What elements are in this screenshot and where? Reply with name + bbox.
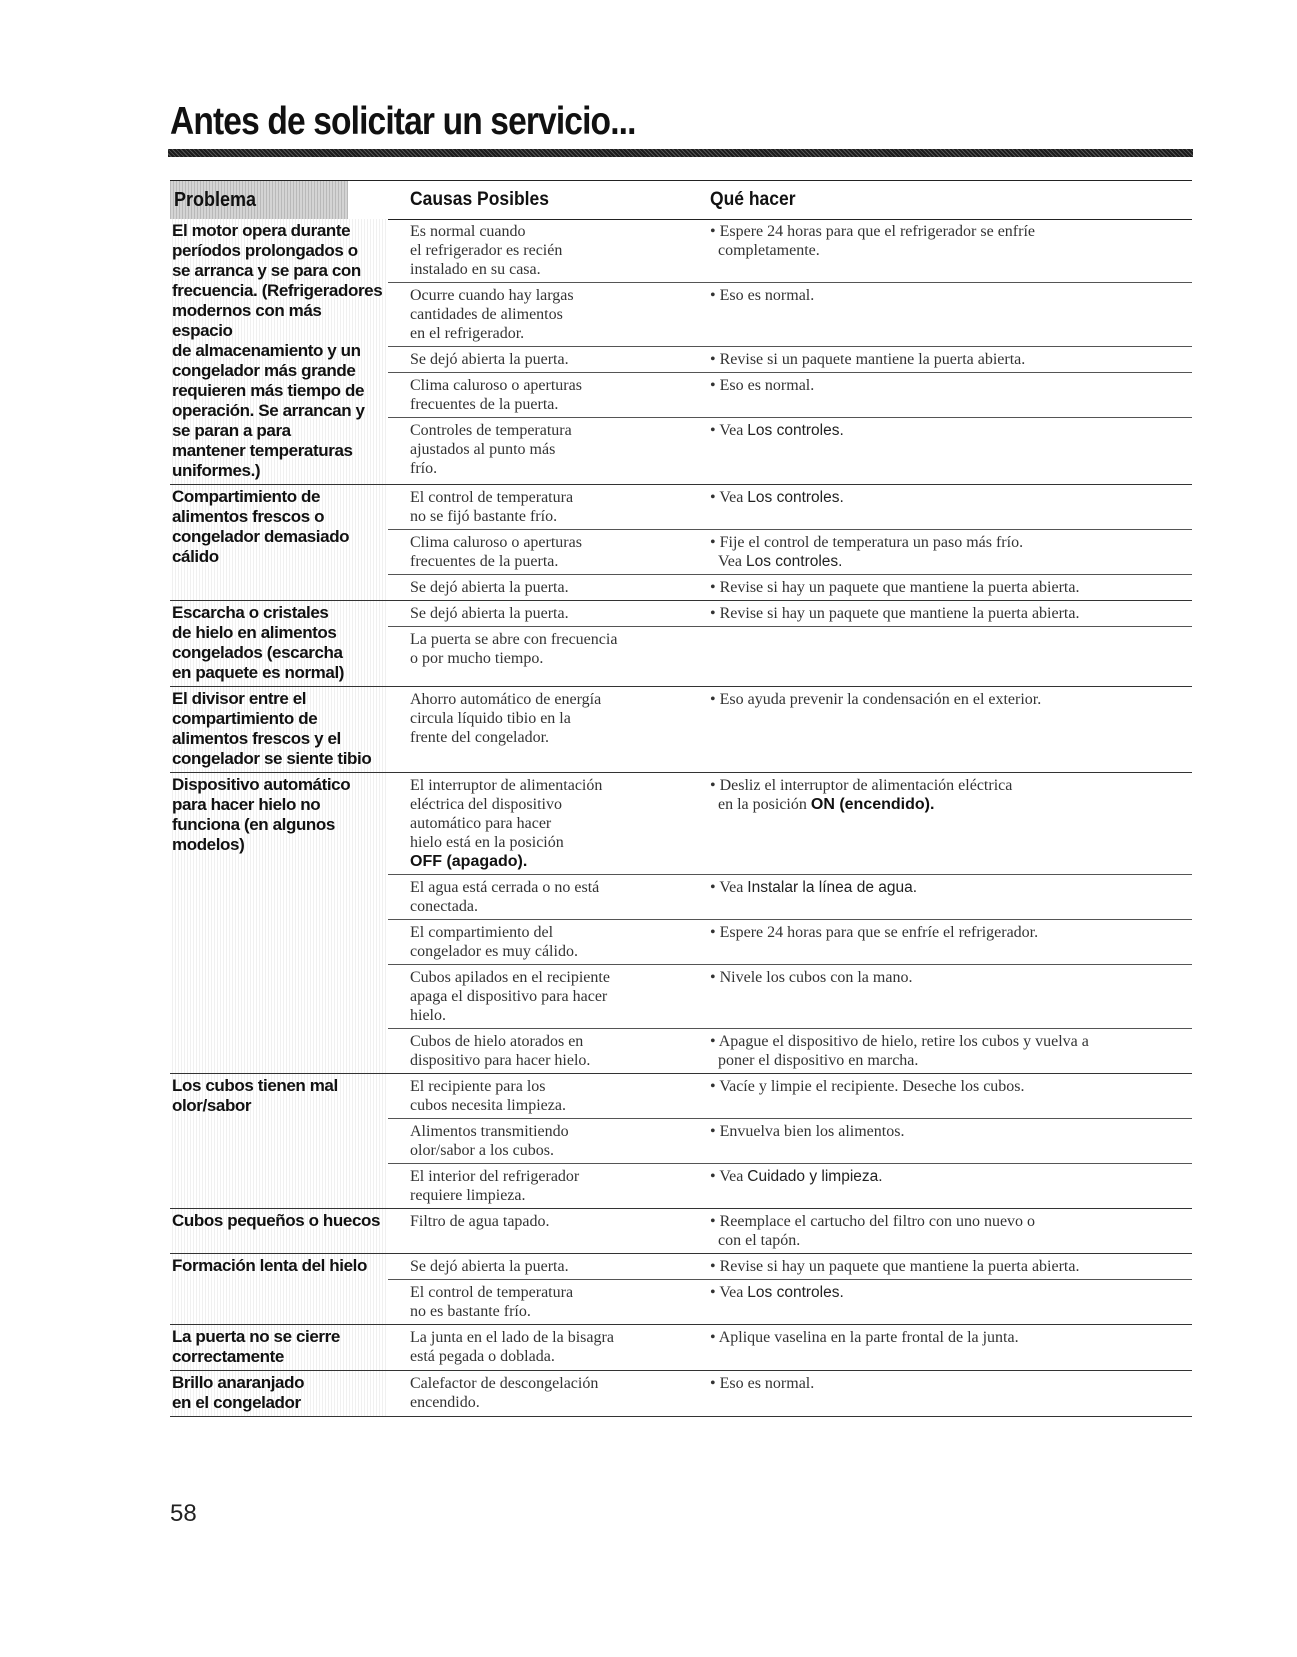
action-cell [688, 530, 1192, 574]
problem-line: El motor opera durante [172, 221, 351, 240]
cause-line: olor/sabor a los cubos. [410, 1142, 554, 1159]
cause-line: circula líquido tibio en la [410, 710, 571, 727]
cause-line: El recipiente para los [410, 1078, 546, 1095]
cause-line: Clima caluroso o aperturas [410, 377, 582, 394]
problem-line: se arranca y se para con [172, 261, 361, 280]
cause-line: Es normal cuando [410, 223, 526, 240]
table-row [170, 773, 1192, 1074]
table-row [170, 485, 1192, 601]
cause-list [388, 485, 1192, 600]
action-cell [688, 373, 1192, 417]
cause-line: el refrigerador es recién [410, 242, 563, 259]
section-reference: Los controles. [747, 422, 844, 439]
cause-line: frente del congelador. [410, 729, 550, 746]
cause-line: conectada. [410, 898, 478, 915]
action-cell [688, 1325, 1192, 1369]
action-cell [688, 1029, 1192, 1073]
cause-cell [388, 965, 688, 1028]
action-line: • Eso es normal. [710, 287, 815, 304]
problem-line: para hacer hielo no [172, 795, 321, 814]
cause-row [388, 1325, 1192, 1369]
problem-line: operación. Se arrancan y [172, 401, 365, 420]
cause-cell [388, 418, 688, 481]
cause-cell [388, 485, 688, 529]
problem-line: Escarcha o cristales [172, 603, 329, 622]
table-header [170, 180, 1192, 220]
action-line: • Nivele los cubos con la mano. [710, 969, 913, 986]
problem-line: en paquete es normal) [172, 663, 345, 682]
problem-line: frecuencia. (Refrigeradores [172, 281, 383, 300]
cause-line: El interruptor de alimentación [410, 777, 603, 794]
action-cell [688, 1280, 1192, 1324]
cause-line: Se dejó abierta la puerta. [410, 351, 569, 368]
cause-list [388, 1254, 1192, 1324]
action-line: • Revise si un paquete mantiene la puerta abierta. [710, 351, 1026, 368]
action-cell [688, 219, 1192, 282]
section-reference: Cuidado y limpieza. [747, 1168, 883, 1185]
action-line: • Revise si hay un paquete que mantiene la puerta abierta. [710, 1258, 1080, 1275]
cause-line: Se dejó abierta la puerta. [410, 605, 569, 622]
cause-list [388, 773, 1192, 1073]
action-prefix: • Vea [710, 879, 748, 896]
action-cell [688, 418, 1192, 481]
table-row [170, 601, 1192, 687]
cause-list [388, 1209, 1192, 1253]
cause-cell [388, 1325, 688, 1369]
cause-line: Ocurre cuando hay largas [410, 287, 574, 304]
action-line [710, 878, 1192, 897]
problem-cell [170, 687, 388, 772]
cause-line: requiere limpieza. [410, 1187, 526, 1204]
cause-line: encendido. [410, 1394, 480, 1411]
problem-line: correctamente [172, 1347, 284, 1366]
problem-line: mantener temperaturas [172, 441, 353, 460]
cause-row [388, 283, 1192, 347]
table-row [170, 1209, 1192, 1254]
action-cell [688, 347, 1192, 372]
cause-row [388, 1164, 1192, 1208]
cause-cell [388, 601, 688, 626]
cause-line: El agua está cerrada o no está [410, 879, 600, 896]
cause-line: cantidades de alimentos [410, 306, 563, 323]
problem-line: congelados (escarcha [172, 643, 343, 662]
cause-row [388, 1029, 1192, 1073]
cause-row [388, 1280, 1192, 1324]
problem-line: en el congelador [172, 1393, 301, 1412]
cause-cell [388, 1029, 688, 1073]
action-line: • Vacíe y limpie el recipiente. Deseche los cubos. [710, 1078, 1025, 1095]
cause-line: Cubos de hielo atorados en [410, 1033, 584, 1050]
table-row [170, 1074, 1192, 1209]
problem-line: requieren más tiempo de [172, 381, 365, 400]
table-row [170, 1325, 1192, 1371]
cause-line: frío. [410, 460, 438, 477]
action-line [710, 1167, 1192, 1186]
header-causes: Causas Posibles [410, 189, 549, 210]
header-todo: Qué hacer [710, 189, 796, 210]
page-number: 58 [170, 1500, 197, 1527]
cause-line: en el refrigerador. [410, 325, 525, 342]
cause-line: congelador es muy cálido. [410, 943, 578, 960]
action-prefix: • Vea [710, 489, 748, 506]
cause-cell [388, 920, 688, 964]
cause-cell [388, 1074, 688, 1118]
cause-line: ajustados al punto más [410, 441, 556, 458]
cause-line: Clima caluroso o aperturas [410, 534, 582, 551]
cause-line: El interior del refrigerador [410, 1168, 580, 1185]
problem-line: modelos) [172, 835, 245, 854]
cause-line: instalado en su casa. [410, 261, 541, 278]
action-prefix: Vea [718, 553, 746, 570]
problem-cell [170, 601, 388, 686]
action-line: con el tapón. [710, 1232, 801, 1249]
section-reference: Los controles. [747, 489, 844, 506]
cause-cell [388, 347, 688, 372]
problem-line: compartimiento de [172, 709, 318, 728]
action-cell [688, 601, 1192, 626]
action-cell [688, 965, 1192, 1028]
problem-line: El divisor entre el [172, 689, 307, 708]
cause-cell [388, 1164, 688, 1208]
action-cell [688, 1371, 1192, 1415]
action-line: completamente. [710, 242, 820, 259]
action-cell [688, 1074, 1192, 1118]
cause-line: Se dejó abierta la puerta. [410, 579, 569, 596]
problem-line: Cubos pequeños o huecos [172, 1211, 381, 1230]
section-reference: Los controles. [747, 1284, 844, 1301]
cause-row [388, 347, 1192, 373]
problem-line: Dispositivo automático [172, 775, 351, 794]
cause-row [388, 687, 1192, 750]
problem-line: Brillo anaranjado [172, 1373, 305, 1392]
action-line: • Eso es normal. [710, 1375, 815, 1392]
cause-row [388, 1209, 1192, 1253]
cause-row [388, 373, 1192, 418]
problem-line: congelador más grande [172, 361, 356, 380]
cause-line: Cubos apilados en el recipiente [410, 969, 610, 986]
cause-cell [388, 1371, 688, 1415]
cause-cell [388, 1280, 688, 1324]
cause-cell [388, 1209, 688, 1253]
cause-list [388, 1325, 1192, 1370]
problem-cell [170, 1254, 388, 1324]
cause-cell [388, 530, 688, 574]
cause-line: La puerta se abre con frecuencia [410, 631, 618, 648]
cause-cell [388, 283, 688, 346]
action-line: • Apague el dispositivo de hielo, retire los cubos y vuelva a [710, 1033, 1089, 1050]
problem-line: funciona (en algunos [172, 815, 335, 834]
action-prefix: • Vea [710, 1284, 748, 1301]
cause-row [388, 1254, 1192, 1280]
action-line [710, 488, 1192, 507]
cause-row [388, 627, 1192, 671]
cause-cell [388, 687, 688, 750]
problem-cell [170, 485, 388, 600]
problem-line: Los cubos tienen mal [172, 1076, 338, 1095]
table-row [170, 219, 1192, 485]
cause-list [388, 219, 1192, 484]
header-problem: Problema [170, 181, 348, 219]
cause-line: está pegada o doblada. [410, 1348, 555, 1365]
problem-line: congelador demasiado [172, 527, 350, 546]
action-line [710, 552, 1192, 571]
cause-line: eléctrica del dispositivo [410, 796, 562, 813]
section-reference: Instalar la línea de agua. [747, 879, 918, 896]
cause-line: La junta en el lado de la bisagra [410, 1329, 614, 1346]
problem-line: La puerta no se cierre [172, 1327, 340, 1346]
cause-line: Se dejó abierta la puerta. [410, 1258, 569, 1275]
action-line: • Espere 24 horas para que el refrigerador se enfríe [710, 223, 1035, 240]
cause-line: no se fijó bastante frío. [410, 508, 558, 525]
cause-row [388, 1371, 1192, 1415]
problem-line: uniformes.) [172, 461, 261, 480]
section-reference: Los controles. [745, 553, 843, 570]
action-cell [688, 1119, 1192, 1163]
action-line: poner el dispositivo en marcha. [710, 1052, 919, 1069]
problem-line: se paran a para [172, 421, 291, 440]
cause-line: o por mucho tiempo. [410, 650, 544, 667]
action-cell [688, 575, 1192, 600]
action-line [710, 795, 1192, 814]
cause-row [388, 965, 1192, 1029]
problem-line: cálido [172, 547, 219, 566]
cause-line: hielo. [410, 1007, 446, 1024]
cause-line: Calefactor de descongelación [410, 1375, 599, 1392]
cause-line: frecuentes de la puerta. [410, 553, 559, 570]
cause-line: Controles de temperatura [410, 422, 572, 439]
cause-line: El control de temperatura [410, 1284, 574, 1301]
problem-cell [170, 1209, 388, 1253]
problem-line: olor/sabor [172, 1096, 252, 1115]
action-line: • Reemplace el cartucho del filtro con uno nuevo o [710, 1213, 1036, 1230]
troubleshooting-table [170, 219, 1192, 1417]
action-line: • Revise si hay un paquete que mantiene la puerta abierta. [710, 579, 1080, 596]
action-line: • Aplique vaselina en la parte frontal de la junta. [710, 1329, 1019, 1346]
action-line: • Revise si hay un paquete que mantiene la puerta abierta. [710, 605, 1080, 622]
problem-line: de hielo en alimentos [172, 623, 337, 642]
action-line: • Espere 24 horas para que se enfríe el refrigerador. [710, 924, 1039, 941]
cause-line: hielo está en la posición [410, 834, 564, 851]
cause-cell [388, 219, 688, 282]
cause-line: Alimentos transmitiendo [410, 1123, 569, 1140]
action-cell [688, 875, 1192, 919]
problem-line: períodos prolongados o [172, 241, 358, 260]
switch-setting: ON (encendido). [810, 796, 935, 813]
cause-cell [388, 875, 688, 919]
problem-line: Compartimiento de [172, 487, 321, 506]
title-rule [168, 149, 1193, 157]
problem-cell [170, 219, 388, 484]
problem-line: de almacenamiento y un [172, 341, 361, 360]
cause-line: El compartimiento del [410, 924, 554, 941]
table-row [170, 1254, 1192, 1325]
cause-line: Filtro de agua tapado. [410, 1213, 550, 1230]
problem-line: alimentos frescos o [172, 507, 325, 526]
cause-setting: OFF (apagado). [410, 853, 528, 870]
action-prefix: • Vea [710, 422, 748, 439]
cause-row [388, 1074, 1192, 1119]
action-line [710, 1283, 1192, 1302]
cause-line: automático para hacer [410, 815, 552, 832]
problem-line: Formación lenta del hielo [172, 1256, 367, 1275]
action-line [710, 421, 1192, 440]
cause-cell [388, 1254, 688, 1279]
page-title: Antes de solicitar un servicio... [170, 100, 636, 143]
cause-list [388, 1074, 1192, 1208]
action-line: • Eso ayuda prevenir la condensación en el exterior. [710, 691, 1042, 708]
action-prefix: • Vea [710, 1168, 748, 1185]
action-cell [688, 283, 1192, 346]
cause-line: El control de temperatura [410, 489, 574, 506]
cause-list [388, 601, 1192, 686]
problem-cell [170, 1325, 388, 1370]
problem-line: modernos con más espacio [172, 301, 322, 340]
problem-cell [170, 1371, 388, 1416]
action-cell [688, 1209, 1192, 1253]
cause-row [388, 530, 1192, 575]
cause-line: cubos necesita limpieza. [410, 1097, 566, 1114]
cause-cell [388, 575, 688, 600]
table-row [170, 687, 1192, 773]
cause-row [388, 875, 1192, 920]
action-line: • Fije el control de temperatura un paso más frío. [710, 534, 1024, 551]
action-prefix: en la posición [718, 796, 811, 813]
cause-line: apaga el dispositivo para hacer [410, 988, 608, 1005]
cause-line: dispositivo para hacer hielo. [410, 1052, 591, 1069]
action-line: • Desliz el interruptor de alimentación eléctrica [710, 777, 1013, 794]
cause-row [388, 418, 1192, 481]
cause-row [388, 773, 1192, 875]
action-cell [688, 687, 1192, 750]
problem-line: congelador se siente tibio [172, 749, 372, 768]
cause-line: no es bastante frío. [410, 1303, 531, 1320]
cause-list [388, 687, 1192, 772]
action-cell [688, 485, 1192, 529]
action-cell [688, 1164, 1192, 1208]
cause-line: Ahorro automático de energía [410, 691, 602, 708]
cause-list [388, 1371, 1192, 1416]
action-line: • Envuelva bien los alimentos. [710, 1123, 905, 1140]
cause-cell [388, 773, 688, 874]
action-cell [688, 920, 1192, 964]
cause-row [388, 219, 1192, 283]
cause-line: frecuentes de la puerta. [410, 396, 559, 413]
problem-line: alimentos frescos y el [172, 729, 341, 748]
cause-cell [388, 373, 688, 417]
cause-cell [388, 627, 688, 671]
action-line: • Eso es normal. [710, 377, 815, 394]
cause-row [388, 575, 1192, 600]
action-cell [688, 627, 1192, 671]
cause-row [388, 1119, 1192, 1164]
problem-cell [170, 773, 388, 1073]
table-row [170, 1371, 1192, 1417]
cause-row [388, 485, 1192, 530]
cause-row [388, 920, 1192, 965]
action-cell [688, 1254, 1192, 1279]
cause-row [388, 601, 1192, 627]
cause-cell [388, 1119, 688, 1163]
action-cell [688, 773, 1192, 874]
problem-cell [170, 1074, 388, 1208]
